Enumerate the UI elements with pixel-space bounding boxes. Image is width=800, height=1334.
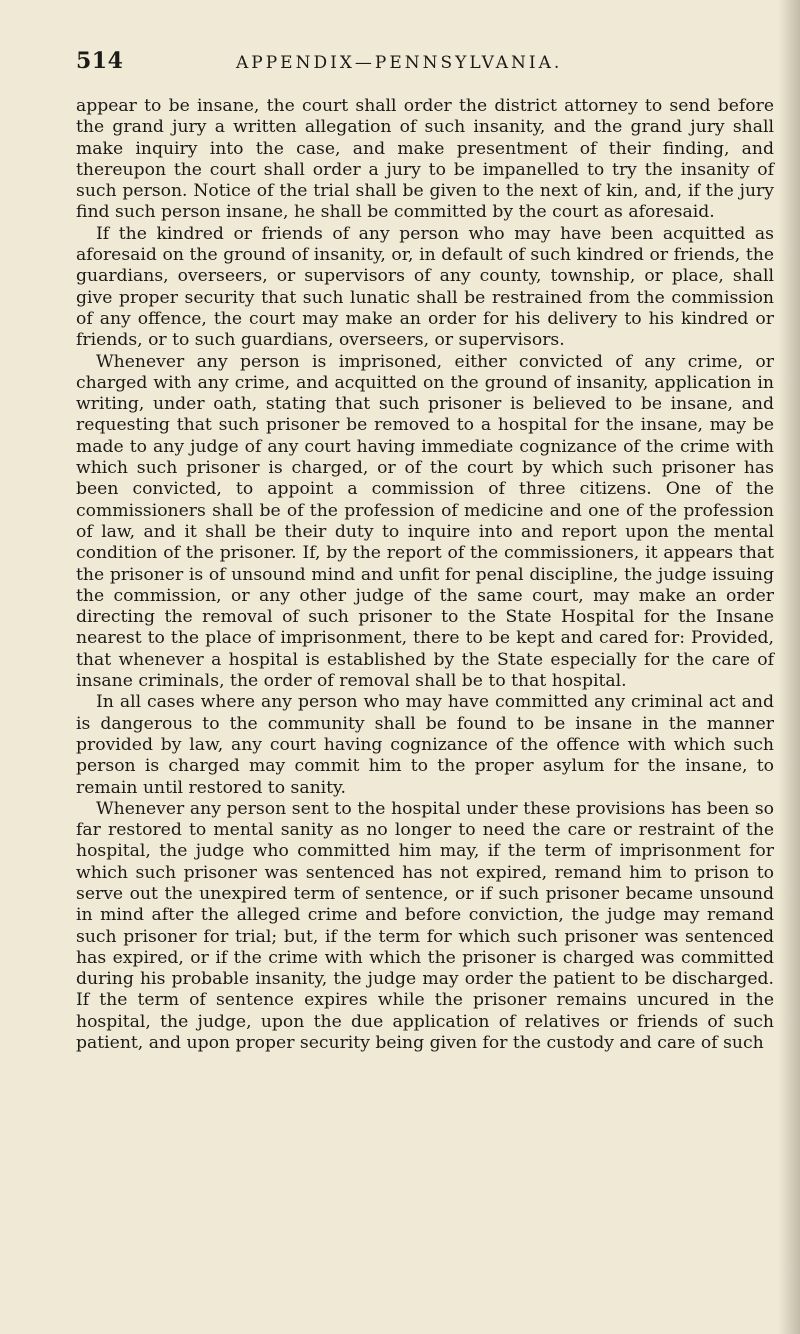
paragraph-security-for-lunatic: If the kindred or friends of any person who may have been acquitted as aforesaid on the ground of insanity, or, in default of such kindred or friends, the guardians, overseers, or supervisors of any county, township, or place, shall give proper security that such lunatic shall be restrained from the commission of any offence, the court may make an order for his delivery to his kindred or friends, or to such guardians, overseers, or supervisors. bbox=[76, 223, 774, 351]
running-head: APPENDIX—PENNSYLVANIA. bbox=[236, 53, 563, 73]
page-number: 514 bbox=[76, 48, 124, 74]
paragraph-continued: appear to be insane, the court shall order the district attorney to send before the grand jury a written allegation of such insanity, and the grand jury shall make inquiry into the case, and make presentment of their finding, and thereupon the court shall order a jury to be impanelled to try the insanity of such person. Notice of the trial shall be given to the next of kin, and, if the jury find such person insane, he shall be committed by the court as aforesaid. bbox=[76, 96, 774, 223]
paragraph-imprisoned-insane: Whenever any person is imprisoned, either convicted of any crime, or charged with any crime, and acquitted on the ground of insanity, application in writing, under oath, stating that such prisoner is believed to be insane, and requesting that such prisoner be removed to a hospital for the insane, may be made to any judge of any court having immediate cognizance of the crime with which such prisoner is charged, or of the court by which such prisoner has been convicted, to appoint a commission of three citizens. One of the commissioners shall be of the profession of medicine and one of the profession of law, and it shall be their duty to inquire into and report upon the mental condition of the prisoner. If, by the report of the commissioners, it appears that the prisoner is of unsound mind and unfit for penal discipline, the judge issuing the commission, or any other judge of the same court, may make an order directing the removal of such prisoner to the State Hospital for the Insane nearest to the place of imprisonment, there to be kept and cared for: Provided, that whenever a hospital is established by the State especially for the care of insane criminals, the order of removal shall be to that hospital. bbox=[76, 351, 774, 692]
page-header bbox=[76, 48, 774, 82]
paragraph-restored-to-sanity: Whenever any person sent to the hospital under these provisions has been so far restored to mental sanity as no longer to need the care or restraint of the hospital, the judge who committed him may, if the term of imprisonment for which such prisoner was sentenced has not expired, remand him to prison to serve out the unexpired term of sentence, or if such prisoner became unsound in mind after the alleged crime and before conviction, the judge may remand such prisoner for trial; but, if the term for which such prisoner was sentenced has expired, or if the crime with which the prisoner is charged was committed during his probable insanity, the judge may order the patient to be discharged. If the term of sentence expires while the prisoner remains uncured in the hospital, the judge, upon the due application of relatives or friends of such patient, and upon proper security being given for the custody and care of such bbox=[76, 798, 774, 1054]
paragraph-criminal-act: In all cases where any person who may have committed any criminal act and is dangerous to the community shall be found to be insane in the manner provided by law, any court having cognizance of the offence with which such person is charged may commit him to the proper asylum for the insane, to remain until restored to sanity. bbox=[76, 692, 774, 798]
body-text bbox=[76, 96, 774, 1054]
page-edge-shadow bbox=[778, 0, 800, 1334]
